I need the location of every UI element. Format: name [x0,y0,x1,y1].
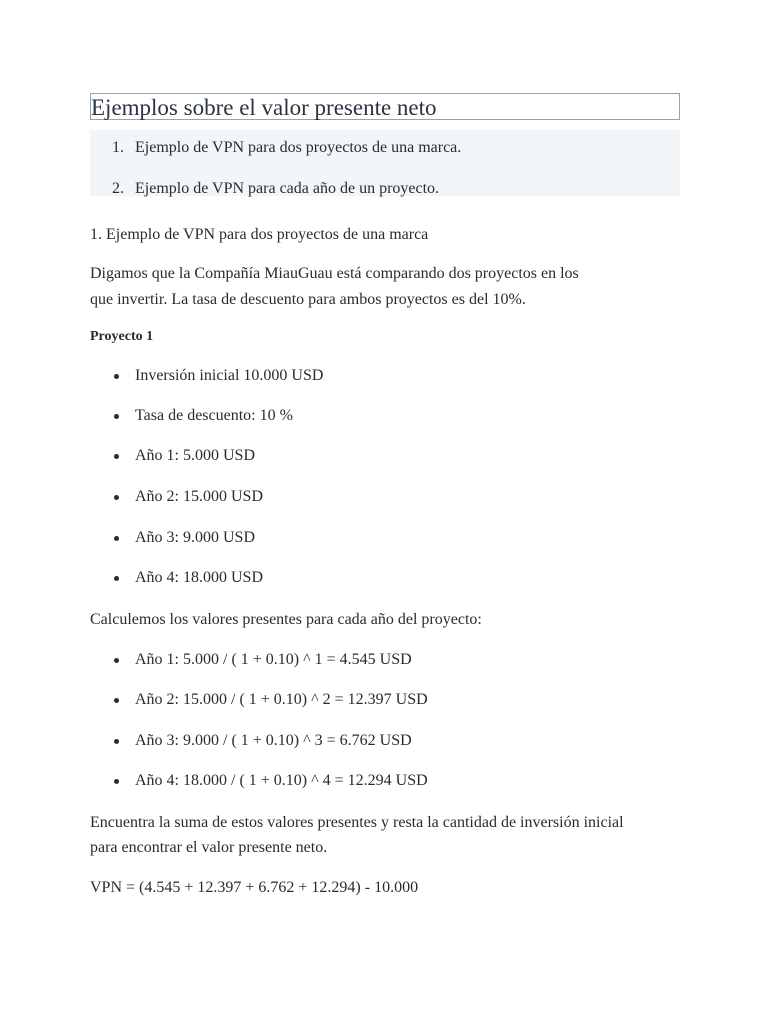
list-item-text: Año 3: 9.000 USD [135,529,256,546]
bullet-icon [114,374,119,379]
bullet-icon [114,779,119,784]
intro-paragraph-line: Digamos que la Compañía MiauGuau está comparando dos proyectos en los [90,265,579,282]
list-item-text: Año 4: 18.000 USD [135,569,264,586]
list-item-text: Año 2: 15.000 / ( 1 + 0.10) ^ 2 = 12.397 USD [135,691,428,708]
summary-paragraph-line: Encuentra la suma de estos valores presentes y resta la cantidad de inversión inicial [90,814,624,831]
list-item-text: Año 4: 18.000 / ( 1 + 0.10) ^ 4 = 12.294 USD [135,772,428,789]
list-item-text: Año 1: 5.000 / ( 1 + 0.10) ^ 1 = 4.545 USD [135,651,412,668]
vpn-formula: VPN = (4.545 + 12.397 + 6.762 + 12.294) - 10.000 [90,879,419,896]
toc-item-label: Ejemplo de VPN para dos proyectos de una marca. [135,139,462,156]
summary-paragraph-line: para encontrar el valor presente neto. [90,839,328,856]
toc-item-number: 1. [112,139,124,156]
bullet-icon [114,536,119,541]
table-of-contents [90,130,680,196]
bullet-icon [114,658,119,663]
project-label: Proyecto 1 [90,329,154,344]
list-item-text: Inversión inicial 10.000 USD [135,367,324,384]
bullet-icon [114,576,119,581]
calc-intro: Calculemos los valores presentes para cada año del proyecto: [90,611,482,628]
list-item-text: Año 3: 9.000 / ( 1 + 0.10) ^ 3 = 6.762 USD [135,732,412,749]
document-page [90,93,680,896]
bullet-icon [114,414,119,419]
list-item-text: Tasa de descuento: 10 % [135,407,293,424]
page-title: Ejemplos sobre el valor presente neto [90,93,680,120]
bullet-icon [114,698,119,703]
section-heading: 1. Ejemplo de VPN para dos proyectos de una marca [90,226,429,243]
bullet-icon [114,739,119,744]
toc-item-number: 2. [112,180,124,197]
list-item-text: Año 2: 15.000 USD [135,488,264,505]
bullet-icon [114,454,119,459]
bullet-icon [114,495,119,500]
toc-item-label: Ejemplo de VPN para cada año de un proyecto. [135,180,440,197]
list-item-text: Año 1: 5.000 USD [135,447,256,464]
intro-paragraph-line: que invertir. La tasa de descuento para ambos proyectos es del 10%. [90,291,526,308]
